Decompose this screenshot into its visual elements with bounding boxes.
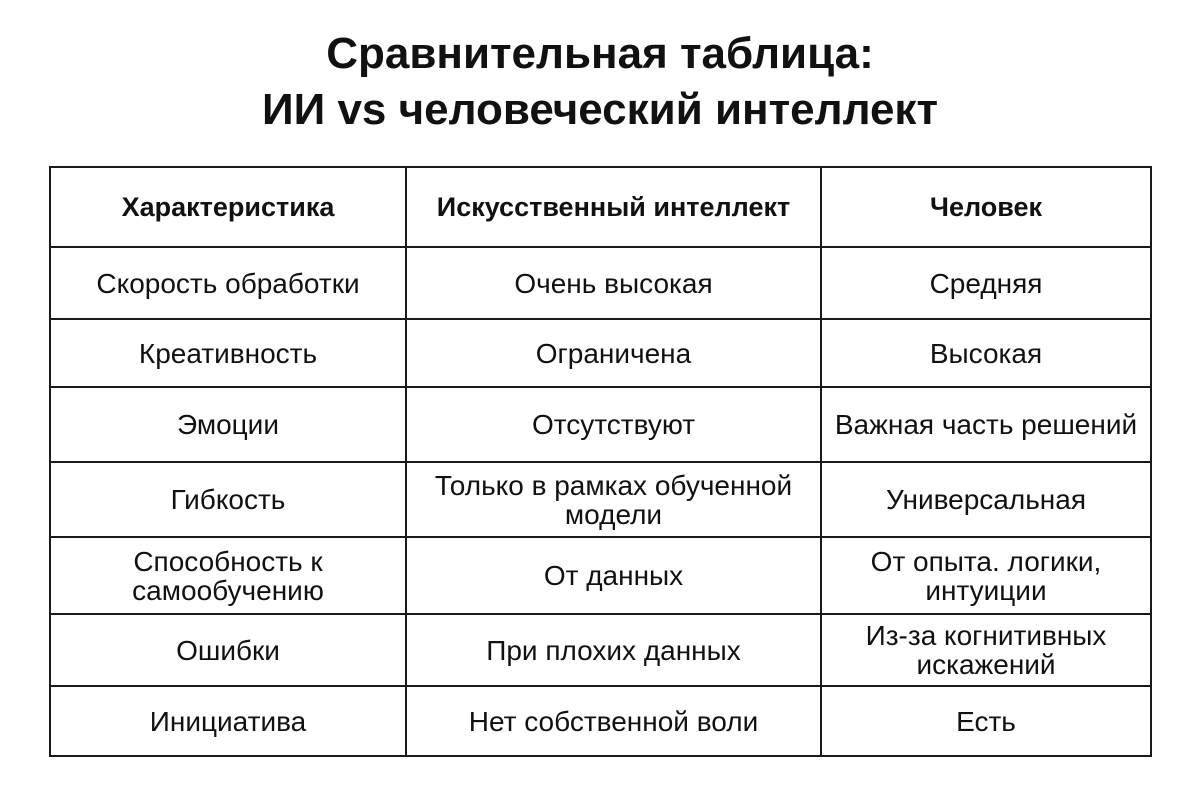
header-characteristic: Характеристика [50, 167, 406, 247]
cell-characteristic: Инициатива [50, 686, 406, 756]
cell-characteristic: Креативность [50, 319, 406, 387]
title-line-1: Сравнительная таблица: [326, 29, 874, 78]
cell-human: От опыта. логики, интуиции [821, 537, 1151, 614]
cell-human: Важная часть решений [821, 387, 1151, 462]
cell-characteristic: Способность к самообучению [50, 537, 406, 614]
comparison-table [49, 166, 1152, 757]
table-row [50, 319, 1151, 387]
header-ai: Искусственный интеллект [406, 167, 821, 247]
table-row [50, 462, 1151, 537]
cell-characteristic: Эмоции [50, 387, 406, 462]
table-row [50, 686, 1151, 756]
cell-ai: Только в рамках обученной модели [406, 462, 821, 537]
cell-ai: Очень высокая [406, 247, 821, 319]
title-line-2: ИИ vs человеческий интеллект [261, 85, 938, 134]
table-row [50, 614, 1151, 686]
cell-human: Средняя [821, 247, 1151, 319]
table-row [50, 387, 1151, 462]
cell-human: Из-за когнитивных искажений [821, 614, 1151, 686]
cell-human: Универсальная [821, 462, 1151, 537]
cell-ai: При плохих данных [406, 614, 821, 686]
cell-characteristic: Скорость обработки [50, 247, 406, 319]
cell-characteristic: Гибкость [50, 462, 406, 537]
header-human: Человек [821, 167, 1151, 247]
page-title [0, 26, 1200, 138]
cell-ai: Ограничена [406, 319, 821, 387]
cell-ai: Отсутствуют [406, 387, 821, 462]
cell-human: Есть [821, 686, 1151, 756]
cell-ai: От данных [406, 537, 821, 614]
table-row [50, 537, 1151, 614]
cell-human: Высокая [821, 319, 1151, 387]
table-row [50, 247, 1151, 319]
table-header-row [50, 167, 1151, 247]
cell-characteristic: Ошибки [50, 614, 406, 686]
cell-ai: Нет собственной воли [406, 686, 821, 756]
